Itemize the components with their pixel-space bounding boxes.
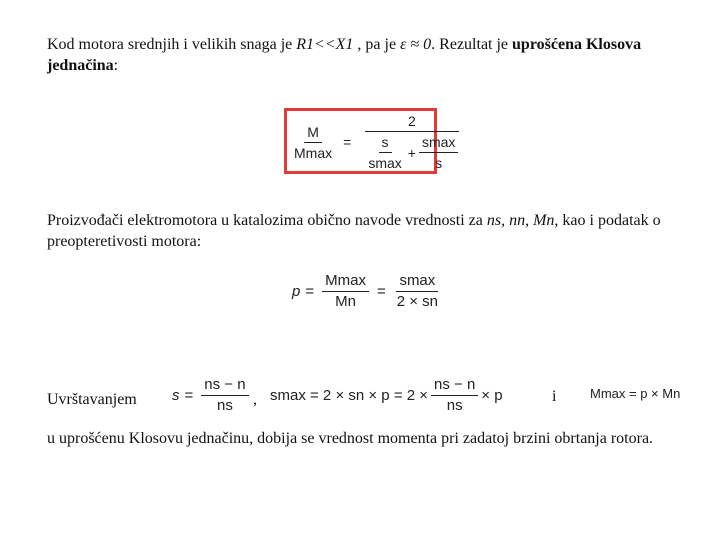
- conclusion-paragraph: [47, 428, 687, 449]
- m-over-mmax: [291, 123, 335, 162]
- s-num: s: [379, 133, 392, 153]
- smax-num-2: smax: [396, 272, 438, 292]
- and-word: [552, 386, 556, 407]
- intro-text-2: , pa je: [353, 36, 401, 53]
- smax-tail: × p: [481, 387, 503, 404]
- comma: ,: [253, 391, 257, 408]
- smax-fraction: [431, 376, 478, 415]
- smax-over-s: [419, 133, 458, 172]
- catalog-paragraph: [47, 210, 677, 252]
- mmax-over-mn: [322, 272, 369, 311]
- intro-colon: :: [113, 57, 119, 74]
- intro-text: Kod motora srednjih i velikih snaga je: [47, 36, 297, 53]
- uvrstavanjem-label: Uvrštavanjem: [47, 391, 137, 408]
- equals-2: =: [376, 283, 386, 300]
- equals-sign: =: [343, 134, 352, 150]
- kloss-equation: [288, 112, 467, 172]
- slip-num: ns − n: [201, 376, 248, 396]
- slip-fraction: [201, 376, 248, 415]
- smax-den: smax: [368, 155, 402, 171]
- smax-equation: [270, 376, 503, 415]
- s-den: s: [435, 155, 443, 171]
- catalog-text-2: , kao i podatak o preopteretivosti motora:: [47, 212, 661, 250]
- slip-den: ns: [216, 397, 233, 414]
- mmax-num: Mmax: [322, 272, 369, 292]
- plus-sign: +: [407, 144, 416, 161]
- equals-1: =: [305, 283, 315, 300]
- condition-r1-x1: R1<<X1: [296, 36, 354, 53]
- mmax-formula: Mmax = p × Mn: [590, 386, 681, 401]
- smax-num: smax: [419, 133, 458, 153]
- sum-denominator: [359, 132, 464, 172]
- m-num: M: [304, 123, 322, 143]
- catalog-text: Proizvođači elektromotora u katalozima obično navode vrednosti za: [47, 212, 487, 229]
- two-num: 2: [365, 112, 459, 132]
- mn-den: Mn: [335, 293, 356, 310]
- mmax-den: Mmax: [294, 144, 333, 161]
- epsilon-approx: ε ≈ 0: [400, 36, 432, 53]
- main-fraction: [359, 112, 464, 172]
- smax-frac-num: ns − n: [431, 376, 478, 396]
- overload-equation: [292, 272, 444, 311]
- mmax-equation: [590, 386, 680, 401]
- smax-over-2sn: [394, 272, 441, 311]
- slip-comma: [253, 389, 257, 410]
- slip-equals: =: [184, 387, 194, 404]
- conclusion-text: u uprošćenu Klosovu jednačinu, dobija se vrednost momenta pri zadatoj brzini obrtanja rotora.: [47, 430, 654, 447]
- substitution-label: [47, 389, 137, 410]
- slip-equation: [172, 376, 252, 415]
- kloss-equation-term: uprošćena Klosova jednačina: [47, 36, 642, 74]
- catalog-vars: ns, nn, Mn: [486, 212, 555, 229]
- intro-paragraph: [47, 34, 677, 76]
- two-sn-den: 2 × sn: [396, 293, 438, 310]
- smax-frac-den: ns: [446, 397, 463, 414]
- smax-lhs: smax = 2 × sn × p = 2 ×: [270, 387, 429, 404]
- s-over-smax: [365, 133, 404, 172]
- s-lhs: s: [172, 387, 180, 404]
- intro-text-3: . Rezultat je: [431, 36, 513, 53]
- p-symbol: p: [292, 283, 301, 300]
- and-text: i: [552, 388, 557, 405]
